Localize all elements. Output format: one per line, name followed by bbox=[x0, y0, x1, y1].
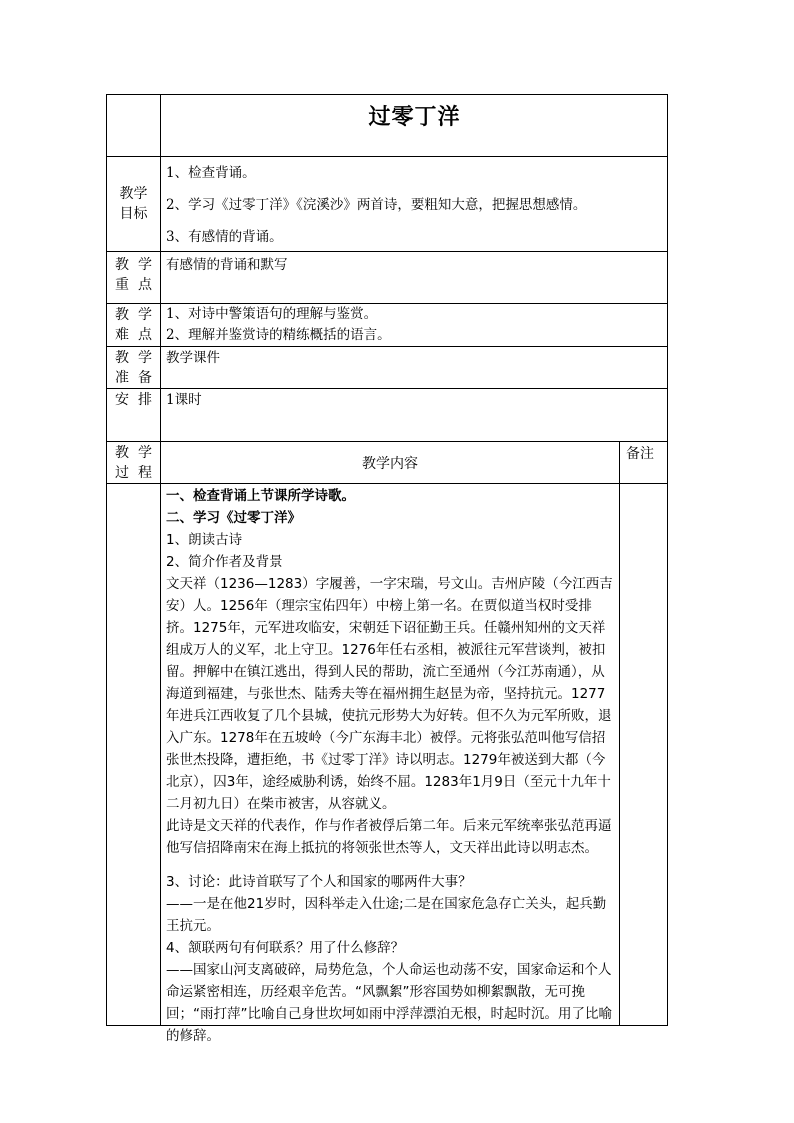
section-heading: 一、检查背诵上节课所学诗歌。 bbox=[166, 488, 355, 504]
answer-text: ——国家山河支离破碎，局势危急，个人命运也动荡不安，国家命运和个人命运紧密相连，历经艰辛危苦。“风飘絮”形容国势如柳絮飘散，无可挽回；“雨打萍”比喻自己身世坎坷如雨中浮萍漂泊无根，时起时沉。用了比喻的修辞。 bbox=[166, 962, 612, 1044]
table-border-right bbox=[667, 94, 668, 1026]
question-text: 4、颔联两句有何联系？用了什么修辞？ bbox=[166, 940, 405, 956]
answer-text: ——一是在他21岁时，因科举走入仕途;二是在国家危急存亡关头，起兵勤王抗元。 bbox=[166, 896, 607, 934]
difficulty-item: 2、理解并鉴赏诗的精练概括的语言。 bbox=[166, 327, 391, 343]
question-text: 3、讨论：此诗首联写了个人和国家的哪两件大事？ bbox=[166, 874, 472, 890]
section-heading: 二、学习《过零丁洋》 bbox=[166, 510, 301, 526]
schedule-text: 1课时 bbox=[166, 392, 202, 408]
row-divider bbox=[106, 251, 668, 252]
goal-item: 3、有感情的背诵。 bbox=[166, 229, 283, 245]
difficulties-label: 教 学 难 点 bbox=[115, 307, 152, 343]
goal-item: 1、检查背诵。 bbox=[166, 165, 256, 181]
goals-label: 教学 目标 bbox=[119, 186, 148, 222]
content-header: 教学内容 bbox=[362, 456, 418, 472]
key-points-text: 有感情的背诵和默写 bbox=[166, 257, 288, 273]
table-border-left bbox=[106, 94, 107, 1026]
row-divider bbox=[106, 441, 668, 442]
process-label: 教 学 过 程 bbox=[115, 445, 152, 481]
notes-header: 备注 bbox=[626, 446, 654, 462]
background-text: 此诗是文天祥的代表作，作与作者被俘后第二年。后来元军统率张弘范再逼他写信招降南宋在海上抵抗的将领张世杰等人，文天祥出此诗以明志杰。 bbox=[166, 818, 612, 856]
step-text: 2、简介作者及背景 bbox=[166, 554, 283, 570]
schedule-label: 安 排 bbox=[115, 392, 152, 408]
key-points-label: 教 学 重 点 bbox=[115, 257, 152, 293]
label-column-divider bbox=[160, 94, 161, 1026]
page-title: 过零丁洋 bbox=[368, 105, 461, 130]
step-text: 1、朗读古诗 bbox=[166, 532, 243, 548]
preparation-text: 教学课件 bbox=[166, 350, 220, 366]
goal-item: 2、学习《过零丁洋》《浣溪沙》两首诗，要粗知大意，把握思想感情。 bbox=[166, 197, 587, 213]
preparation-label: 教 学 准 备 bbox=[115, 350, 152, 386]
author-bio: 文天祥（1236—1283）字履善，一字宋瑞，号文山。吉州庐陵（今江西吉安）人。1256年（理宗宝佑四年）中榜上第一名。在贾似道当权时受排挤。1275年，元军进攻临安，宋朝廷下诏征勤王兵。任赣州知州的文天祥组成万人的义军，北上守卫。1276年任右丞相，被派往元军营谈判，被扣留。押解中在镇江逃出，得到人民的帮助，流亡至通州（今江苏南通），从海道到福建，与张世杰、陆秀夫等在福州拥生赵昰为帝，坚持抗元。1277年进兵江西收复了几个县城，使抗元形势大为好转。但不久为元军所败，退入广东。1278年在五坡岭（今广东海丰北）被俘。元将张弘范叫他写信招张世杰投降，遭拒绝，书《过零丁洋》诗以明志。1279年被送到大都（今北京），囚3年，途经威胁利诱，始终不屈。1283年1月9日（至元十九年十二月初九日）在柴市被害，从容就义。 bbox=[166, 576, 613, 812]
table-border-top bbox=[106, 94, 668, 95]
row-divider bbox=[106, 483, 668, 484]
row-divider bbox=[106, 156, 668, 157]
difficulty-item: 1、对诗中警策语句的理解与鉴赏。 bbox=[166, 306, 378, 322]
teaching-content bbox=[166, 485, 618, 1047]
notes-column-divider bbox=[619, 441, 620, 1026]
